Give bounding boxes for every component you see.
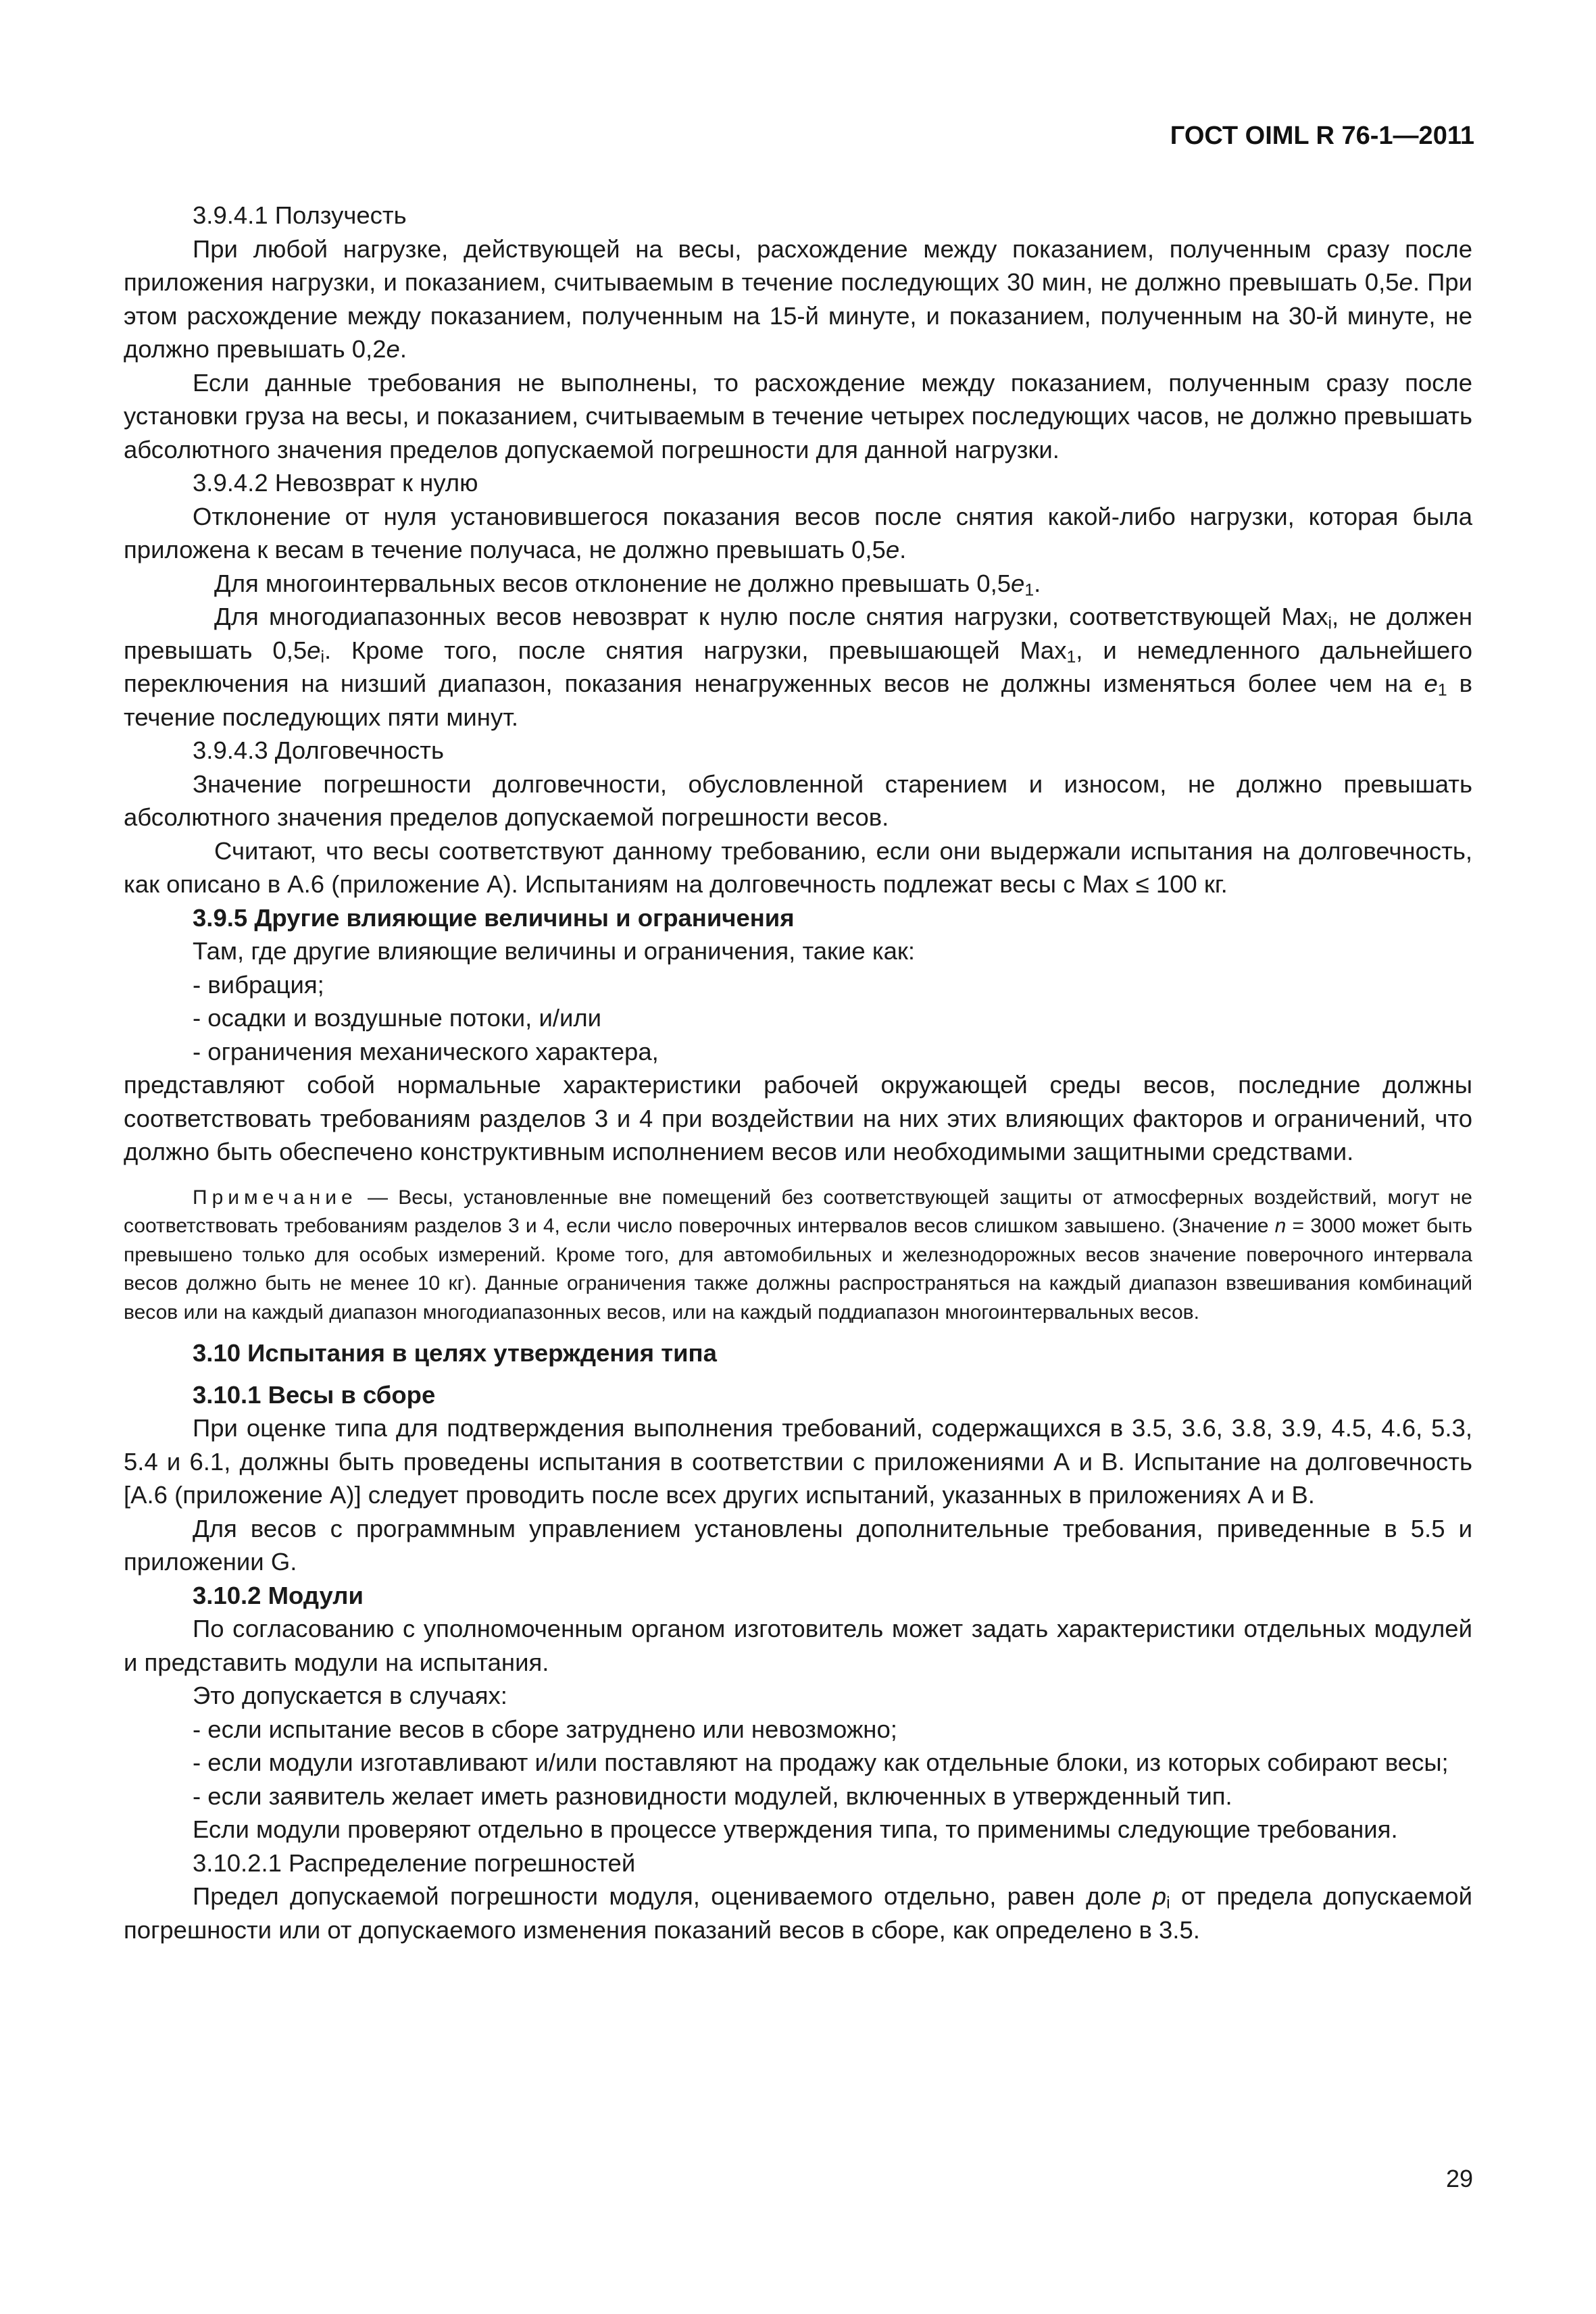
section-3-9-5-heading: 3.9.5 Другие влияющие величины и ограничения (193, 903, 795, 932)
note: Примечание — Весы, установленные вне помещений без соответствующей защиты от атмосферных воздействий, могут не соответствовать требованиям разделов 3 и 4, если число поверочных интервалов весов слишком завышено. (Значение n = 3000 может быть превышено только для особых измерений. Кроме того, для автомобильных и железнодорожных весов значение поверочного интервала весов должно быть не менее 10 кг). Данные ограничения также должны распространяться на каждый диапазон взвешивания комбинаций весов или на каждый диапазон многодиапазонных весов, или на каждый поддиапазон многоинтервальных весов. (124, 1186, 1472, 1324)
list-item: - вибрация; (193, 970, 324, 999)
list-item: - если испытание весов в сборе затруднено или невозможно; (193, 1715, 897, 1743)
paragraph: Предел допускаемой погрешности модуля, оцениваемого отдельно, равен доле $p_i$ от предела допускаемой погрешности или от допускаемого изменения показаний весов в сборе, как определено в 3.5. (124, 1882, 1472, 1944)
paragraph: Там, где другие влияющие величины и ограничения, такие как: (193, 937, 916, 965)
document-header: ГОСТ OIML R 76-1—2011 (1170, 122, 1474, 150)
paragraph: По согласованию с уполномоченным органом изготовитель может задать характеристики отдельных модулей и представить модули на испытания. (124, 1615, 1472, 1676)
page-number: 29 (1445, 2165, 1473, 2192)
paragraph: Это допускается в случаях: (193, 1682, 507, 1709)
section-3-10-2-heading: 3.10.2 Модули (193, 1581, 364, 1609)
list-item: - ограничения механического характера, (193, 1037, 659, 1065)
list-item: - если заявитель желает иметь разновидности модулей, включенных в утвержденный тип. (193, 1782, 1232, 1810)
section-3-10-heading: 3.10 Испытания в целях утверждения типа (193, 1339, 717, 1367)
paragraph: Для весов с программным управлением установлены дополнительные требования, приведенные в 5.5 и приложении G. (124, 1514, 1472, 1576)
paragraph: При оценке типа для подтверждения выполнения требований, содержащихся в 3.5, 3.6, 3.8, 3.9, 4.5, 4.6, 5.3, 5.4 и 6.1, должны быть проведены испытания в соответствии с приложениями А и В. Испытание на долговечность [А.6 (приложение А)] следует проводить после всех других испытаний, указанных в приложениях А и В. (124, 1414, 1472, 1509)
section-3-9-4-3-title: 3.9.4.3 Долговечность (193, 736, 445, 764)
paragraph: Для многоинтервальных весов отклонение не должно превышать $0,5e_1$. (214, 569, 1041, 599)
paragraph: Отклонение от нуля установившегося показания весов после снятия какой-либо нагрузки, которая была приложена к весам в течение получаса, не должно превышать 0,5e. (124, 502, 1472, 563)
note-label: Примечание (193, 1186, 357, 1209)
list-item: - осадки и воздушные потоки, и/или (193, 1004, 602, 1032)
paragraph: Значение погрешности долговечности, обусловленной старением и износом, не должно превышать абсолютного значения пределов допускаемой погрешности весов. (124, 770, 1472, 831)
section-3-9-4-2-title: 3.9.4.2 Невозврат к нулю (193, 469, 478, 497)
paragraph: Для многодиапазонных весов невозврат к нулю после снятия нагрузки, соответствующей Max$_i$, не должен превышать $0,5e_i$. Кроме того, после снятия нагрузки, превышающей Max$_1$, и немедленного дальнейшего переключения на низший диапазон, показания ненагруженных весов не должны изменяться более чем на $e_1$ в течение последующих пяти минут. (124, 603, 1472, 731)
list-item: - если модули изготавливают и/или поставляют на продажу как отдельные блоки, из которых собирают весы; (193, 1749, 1449, 1776)
paragraph: представляют собой нормальные характеристики рабочей окружающей среды весов, последние должны соответствовать требованиям разделов 3 и 4 при воздействии на них этих влияющих факторов и ограничений, что должно быть обеспечено конструктивным исполнением весов или необходимыми защитными средствами. (124, 1071, 1472, 1165)
section-3-9-4-1-title: 3.9.4.1 Ползучесть (193, 201, 407, 229)
page-content (124, 199, 1472, 1946)
section-3-10-1-heading: 3.10.1 Весы в сборе (193, 1380, 436, 1409)
paragraph: Если данные требования не выполнены, то расхождение между показанием, полученным сразу после установки груза на весы, и показанием, считываемым в течение четырех последующих часов, не должно превышать абсолютного значения пределов допускаемой погрешности для данной нагрузки. (124, 368, 1472, 463)
paragraph: Если модули проверяют отдельно в процессе утверждения типа, то применимы следующие требования. (193, 1815, 1398, 1843)
paragraph: Считают, что весы соответствуют данному требованию, если они выдержали испытания на долговечность, как описано в А.6 (приложение А). Испытаниям на долговечность подлежат весы с Max ≤ 100 кг. (124, 836, 1472, 898)
paragraph: При любой нагрузке, действующей на весы, расхождение между показанием, полученным сразу после приложения нагрузки, и показанием, считываемым в течение последующих 30 мин, не должно превышать 0,5e. При этом расхождение между показанием, полученным на 15-й минуте, и показанием, полученным на 30-й минуте, не должно превышать 0,2e. (124, 234, 1472, 363)
section-3-10-2-1-title: 3.10.2.1 Распределение погрешностей (193, 1848, 636, 1877)
